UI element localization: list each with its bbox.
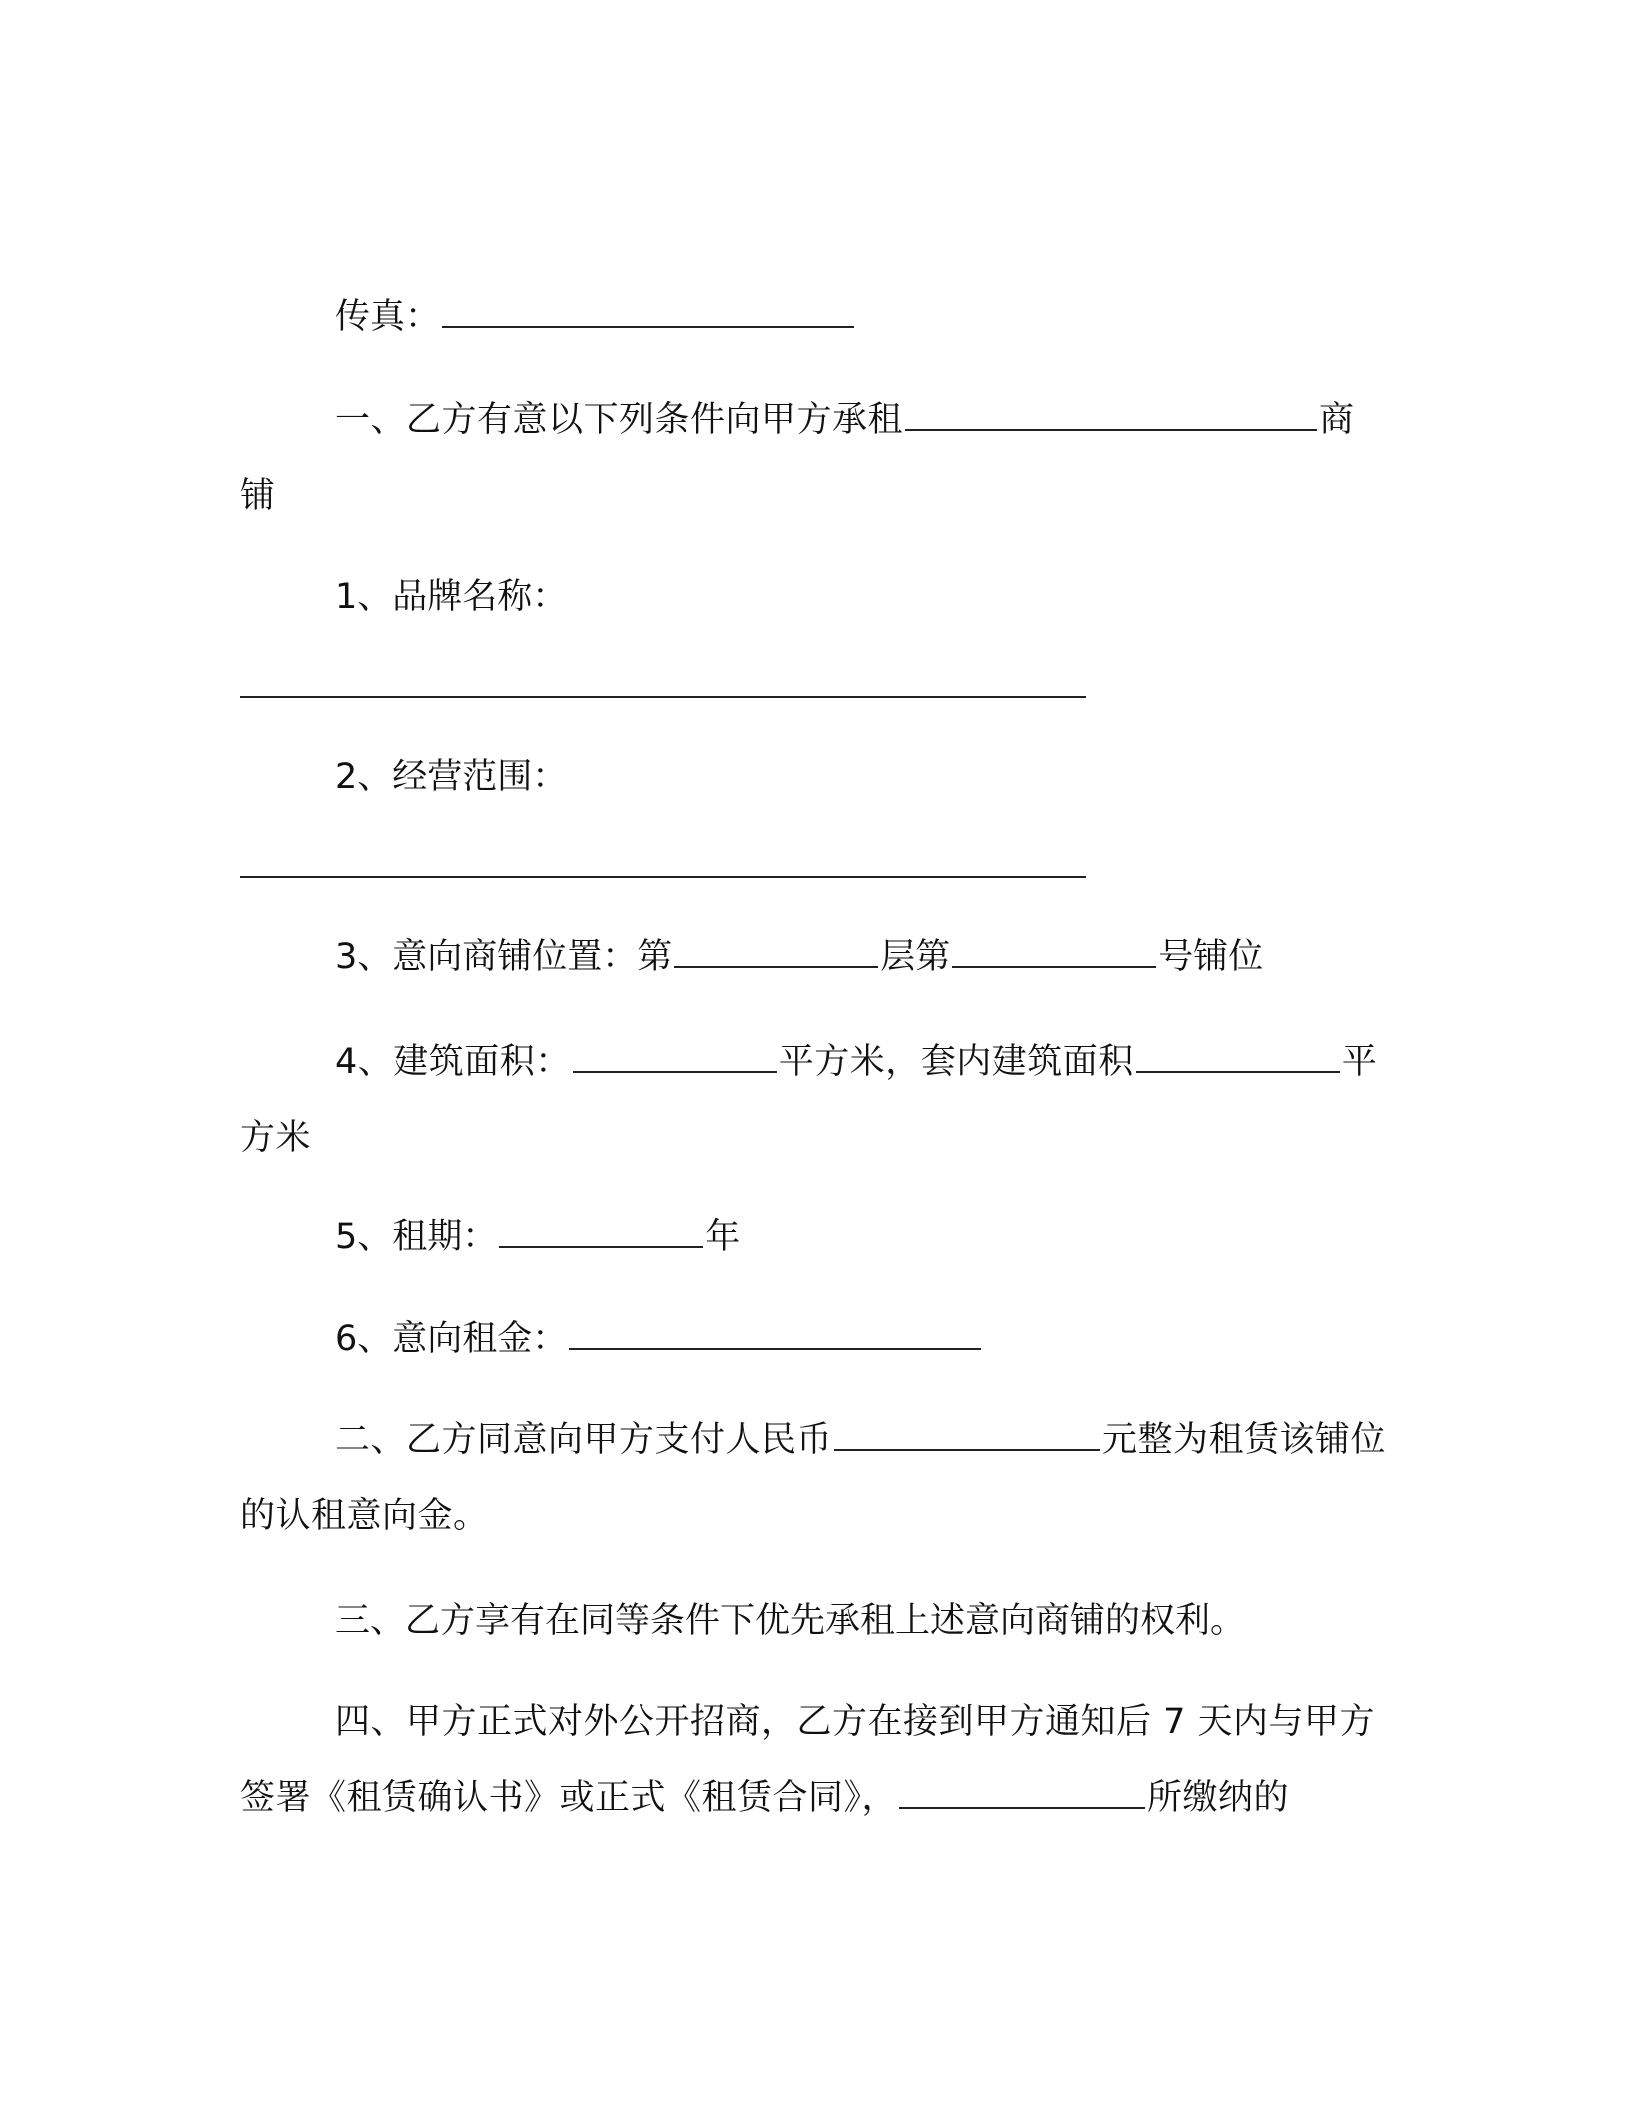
floor-blank[interactable] [674, 932, 878, 968]
lease-term-line [335, 1212, 740, 1262]
net-area-blank[interactable] [1136, 1037, 1340, 1073]
unit-number-blank[interactable] [952, 932, 1156, 968]
fax-line [335, 292, 856, 342]
brand-name-label: 1、品牌名称： [335, 577, 568, 617]
floor-area-suffix: 平方米 [240, 1042, 1378, 1158]
shop-location-prefix: 3、意向商铺位置：第 [335, 937, 673, 977]
floor-area-paragraph [240, 1024, 1390, 1176]
section-4-text-after: 所缴纳的 [1147, 1778, 1290, 1818]
business-scope-label: 2、经营范围： [335, 757, 568, 797]
brand-name-line [335, 572, 567, 622]
section-1-text-after: 商铺 [240, 400, 1355, 516]
section-2-text-after: 元整为租赁该铺位的认租意向金。 [240, 1420, 1387, 1536]
lease-term-blank[interactable] [499, 1212, 703, 1248]
section-1-paragraph [240, 382, 1390, 534]
section-3-line [335, 1596, 1245, 1646]
intended-rent-blank[interactable] [569, 1314, 981, 1350]
gross-area-blank[interactable] [573, 1037, 777, 1073]
section-2-text: 二、乙方同意向甲方支付人民币 [335, 1420, 833, 1460]
floor-area-prefix: 4、建筑面积： [335, 1042, 571, 1082]
fax-label: 传真： [335, 297, 441, 337]
section-4-blank[interactable] [899, 1773, 1145, 1809]
shop-location-mid: 层第 [880, 937, 951, 977]
section-3-text: 三、乙方享有在同等条件下优先承租上述意向商铺的权利。 [335, 1601, 1246, 1641]
section-4-text: 四、甲方正式对外公开招商，乙方在接到甲方通知后 7 天内与甲方签署《租赁确认书》或正式《租赁合同》， [240, 1702, 1376, 1818]
brand-name-blank[interactable] [240, 696, 1086, 698]
intended-rent-line [335, 1314, 983, 1364]
section-4-paragraph [240, 1684, 1390, 1836]
lease-term-suffix: 年 [705, 1217, 741, 1257]
shop-location-suffix: 号铺位 [1158, 937, 1264, 977]
deposit-amount-blank[interactable] [834, 1415, 1100, 1451]
business-scope-line [335, 752, 567, 802]
shop-name-blank[interactable] [905, 395, 1317, 431]
floor-area-mid: 平方米，套内建筑面积 [778, 1042, 1134, 1082]
lease-term-prefix: 5、租期： [335, 1217, 498, 1257]
shop-location-line [335, 932, 1263, 982]
business-scope-blank[interactable] [240, 876, 1086, 878]
intended-rent-label: 6、意向租金： [335, 1319, 568, 1359]
section-2-paragraph [240, 1402, 1390, 1554]
fax-blank[interactable] [442, 292, 854, 328]
section-1-text: 一、乙方有意以下列条件向甲方承租 [335, 400, 904, 440]
